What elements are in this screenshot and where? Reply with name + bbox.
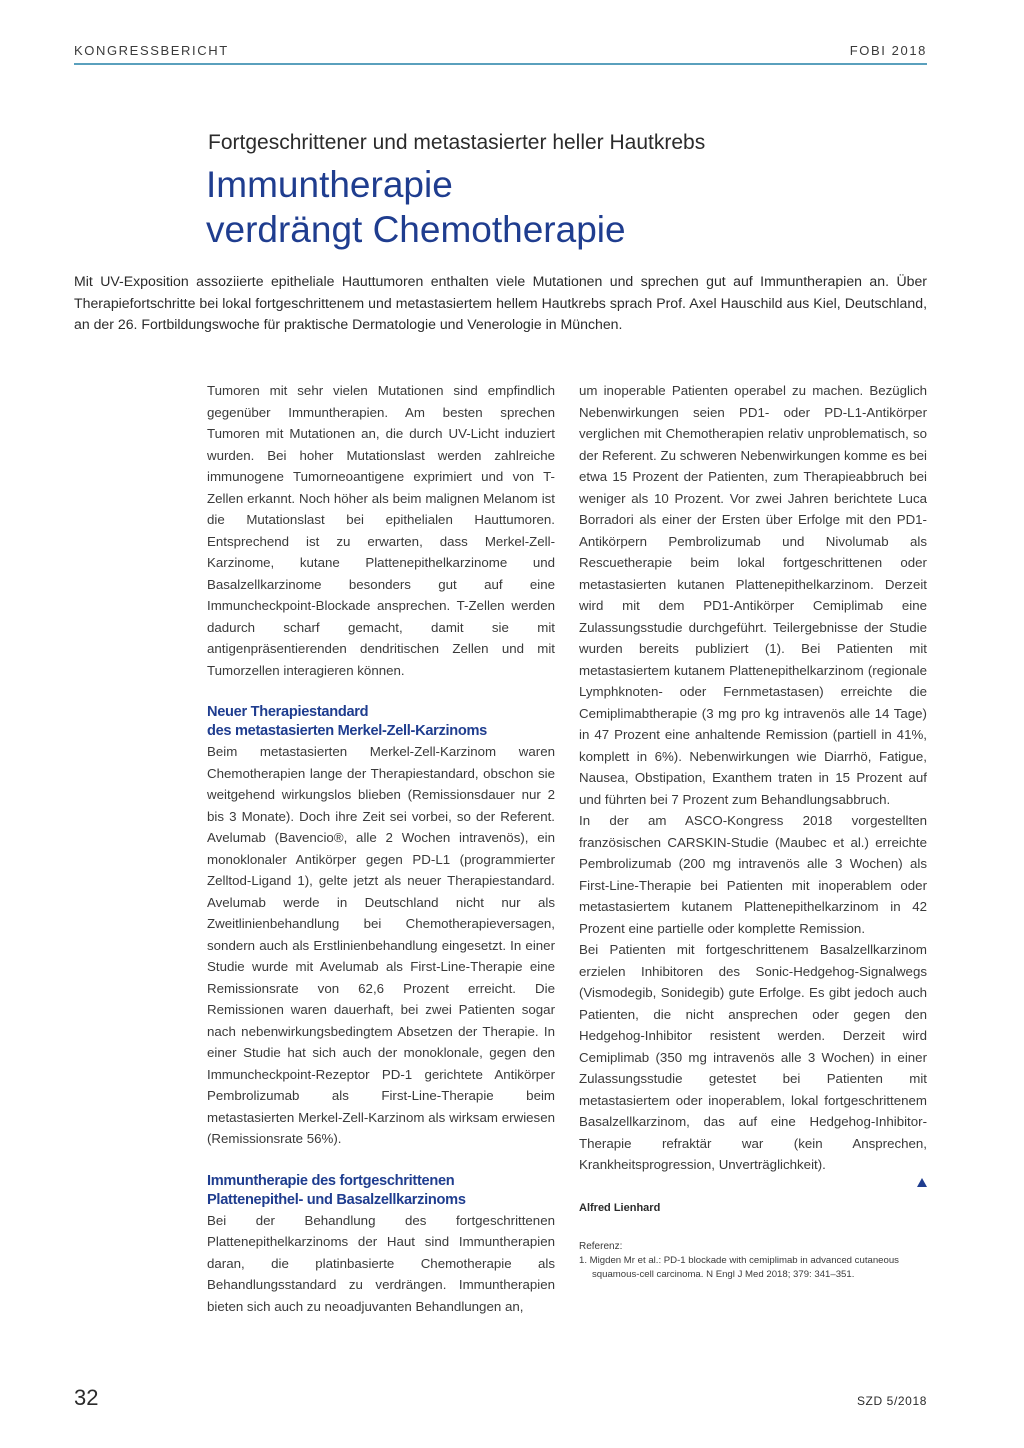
section-heading (207, 1172, 555, 1210)
section-label: KONGRESSBERICHT (74, 43, 229, 58)
lead-paragraph: Mit UV-Exposition assoziierte epitheliale Hauttumoren enthalten viele Mutationen und sprechen gut auf Immuntherapien an. Über Therapiefortschritte bei lokal fortgeschrittenem und metastasiertem hellem Hautkrebs sprach Prof. Axel Hauschild aus Kiel, Deutschland, an der 26. Fortbildungswoche für praktische Dermatologie und Venerologie in München. (74, 273, 927, 332)
heading-line: Neuer Therapiestandard (207, 704, 369, 720)
body-paragraph: Beim metastasierten Merkel-Zell-Karzinom waren Chemotherapien lange der Therapiestandard, obschon sie weitgehend wirkungslos blieben (Remissionsdauer nur 2 bis 3 Monate). Doch ihre Zeit sei vorbei, so der Referent. Avelumab (Bavencio®, alle 2 Wochen intravenös), ein monoklonaler Antikörper gegen PD-L1 (programmierter Zelltod-Ligand 1), gelte jetzt als neuer Therapiestandard. Avelumab werde in Deutschland nicht nur als Zweitlinienbehandlung bei Chemotherapieversagen, sondern auch als Erstlinienbehandlung eingesetzt. In einer Studie wurde mit Avelumab als First-Line-Therapie eine Remissionsrate von 62,6 Prozent erreicht. Die Remissionen waren dauerhaft, bei zwei Patienten sogar nach nebenwirkungsbedingtem Absetzen der Therapie. In einer Studie hat sich auch der monoklonale, gegen den Immuncheckpoint-Rezeptor PD-1 gerichtete Antikörper Pembrolizumab als First-Line-Therapie beim metastasierten Merkel-Zell-Karzinom als wirksam erwiesen (Remissionsrate 56%). (207, 744, 555, 1146)
body-paragraph: Bei der Behandlung des fortgeschrittenen Plattenepithelkarzinoms der Haut sind Immuntherapien daran, die platinbasierte Chemotherapie als Behandlungsstandard zu verdrängen. Immuntherapien bieten sich auch zu neoadjuvanten Behandlungen an, (207, 1212, 555, 1314)
end-mark-row (579, 1176, 927, 1188)
text-column-left (207, 380, 555, 1317)
author-name: Alfred Lienhard (579, 1201, 661, 1214)
body-paragraph: Tumoren mit sehr vielen Mutationen sind empfindlich gegenüber Immuntherapien. Am besten sprechen Tumoren mit Mutationen an, die durch UV-Licht induziert wurden. Bei hoher Mutationslast werden zahlreiche immunogene Tumorneoantigene exprimiert und von T-Zellen erkannt. Noch höher als beim malignen Melanom ist die Mutationslast bei epithelialen Hauttumoren. Entsprechend ist zu erwarten, dass Merkel-Zell-Karzinome, kutane Plattenepithelkarzinome und Basalzellkarzinome besonders gut auf eine Immuncheckpoint-Blockade ansprechen. T-Zellen werden dadurch scharf gemacht, damit sie mit antigenpräsentierenden dendritischen Zellen und mit Tumorzellen interagieren können. (207, 383, 555, 678)
heading-line: Immuntherapie des fortgeschrittenen (207, 1172, 455, 1189)
header-rule (74, 63, 927, 65)
body-paragraph: Bei Patienten mit fortgeschrittenem Basalzellkarzinom erzielen Inhibitoren des Sonic-Hedgehog-Signalwegs (Vismodegib, Sonidegib) gute Erfolge. Es gibt jedoch auch Patienten, die nicht ansprechen oder gegen den Hedgehog-Inhibitor resistent werden. Derzeit wird Cemiplimab (350 mg intravenös alle 3 Wochen) in einer Zulassungsstudie getestet bei Patienten mit metastasiertem oder inoperablem, lokal fortgeschrittenem Basalzellkarzinom, das auf eine Hedgehog-Inhibitor-Therapie refraktär war (kein Ansprechen, Krankheitsprogression, Unverträglichkeit). (579, 942, 927, 1172)
article-kicker: Fortgeschrittener und metastasierter heller Hautkrebs (208, 131, 706, 154)
heading-line: des metastasierten Merkel-Zell-Karzinoms (207, 723, 487, 739)
text-column-right (579, 380, 927, 1282)
article-title (206, 162, 906, 252)
reference-item: 1. Migden Mr et al.: PD-1 blockade with cemiplimab in advanced cutaneous squamous-cell carcinoma. N Engl J Med 2018; 379: 341–351. (579, 1255, 899, 1280)
triangle-up-icon (917, 1178, 927, 1187)
body-paragraph: In der am ASCO-Kongress 2018 vorgestellten französischen CARSKIN-Studie (Maubec et al.) erreichte Pembrolizumab (200 mg intravenös alle 3 Wochen) als First-Line-Therapie bei Patienten mit inoperablem oder metastasiertem kutanem Plattenepithelkarzinom in 42 Prozent eine partielle oder komplette Remission. (579, 813, 927, 936)
page-number: 32 (74, 1385, 99, 1410)
title-line-2: verdrängt Chemotherapie (206, 209, 626, 250)
title-line-1: Immuntherapie (206, 164, 453, 205)
reference-heading: Referenz: (579, 1241, 623, 1252)
issue-label: SZD 5/2018 (856, 1394, 927, 1408)
section-heading (207, 703, 555, 741)
running-header (74, 40, 927, 64)
heading-line: Plattenepithel- und Basalzellkarzinoms (207, 1191, 466, 1208)
body-paragraph: um inoperable Patienten operabel zu machen. Bezüglich Nebenwirkungen seien PD1- oder PD-L1-Antikörper verglichen mit Chemotherapien relativ unproblematisch, so der Referent. Zu schweren Nebenwirkungen komme es bei etwa 15 Prozent der Patienten, zum Therapieabbruch bei weniger als 10 Prozent. Vor zwei Jahren berichtete Luca Borradori als einer der Ersten über Erfolge mit den PD1-Antikörpern Pembrolizumab und Nivolumab als Rescuetherapie beim lokal fortgeschrittenen oder metastasierten kutanen Plattenepithelkarzinom. Derzeit wird mit dem PD1-Antikörper Cemiplimab eine Zulassungsstudie durchgeführt. Teilergebnisse der Studie wurden bereits publiziert (1). Bei Patienten mit metastasiertem kutanem Plattenepithelkarzinom (regionale Lymphknoten- oder Fernmetastasen) erreichte die Cemiplimabtherapie (3 mg pro kg intravenös alle 14 Tage) in 47 Prozent eine anhaltende Remission (partiell in 41%, komplett in 6%). Nebenwirkungen wie Diarrhö, Fatigue, Nausea, Obstipation, Exanthem traten in 15 Prozent auf und führten bei 7 Prozent zum Behandlungsabbruch. (579, 383, 927, 807)
event-label: FOBI 2018 (849, 43, 927, 58)
